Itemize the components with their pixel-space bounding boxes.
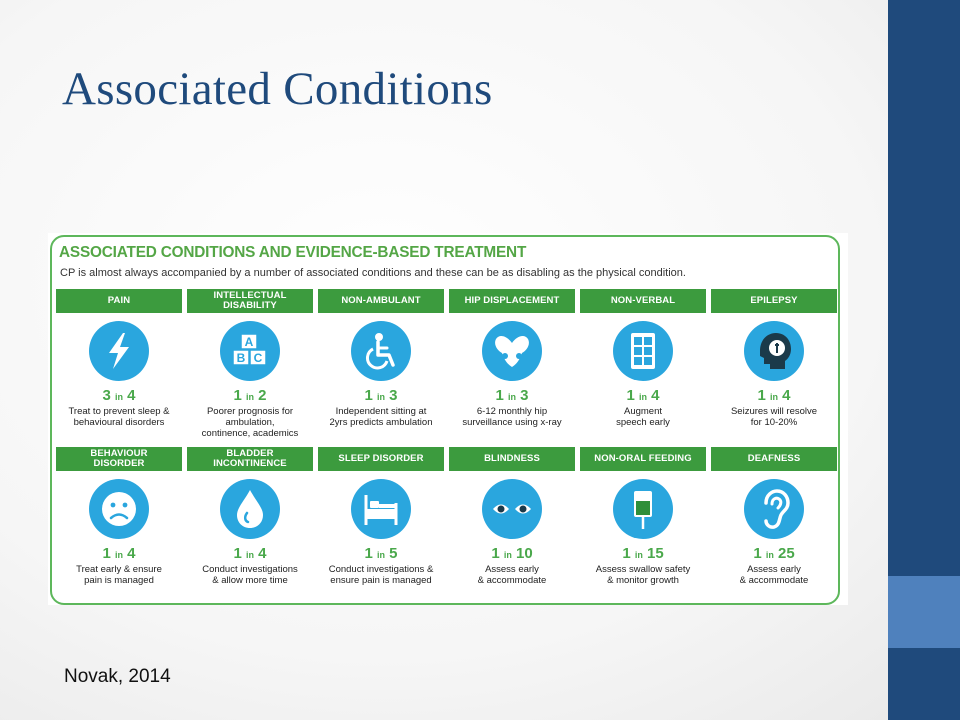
prevalence-in: in [377,550,385,560]
condition-label: INTELLECTUAL DISABILITY [187,289,313,313]
head-seizure-icon [744,321,804,381]
prevalence-in: in [639,392,647,402]
svg-text:C: C [253,351,263,365]
lightning-icon [89,321,149,381]
svg-text:A: A [244,335,254,349]
wheelchair-icon [351,321,411,381]
prevalence-in: in [634,550,643,560]
condition-card [187,289,313,444]
condition-label: HIP DISPLACEMENT [449,289,575,313]
condition-card [711,289,837,444]
communication-board-icon [613,321,673,381]
condition-label: BLINDNESS [449,447,575,471]
prevalence-denominator: 10 [516,545,533,562]
condition-treatment-note: Assess swallow safety & monitor growth [595,564,691,586]
condition-treatment-note: Independent sitting at 2yrs predicts ambulation [329,406,433,428]
condition-label: PAIN [56,289,182,313]
ear-icon [744,479,804,539]
condition-treatment-note: Assess early & accommodate [739,564,809,586]
condition-treatment-note: Augment speech early [616,406,670,428]
droplet-icon [220,479,280,539]
prevalence-denominator: 15 [647,545,664,562]
prevalence-denominator: 4 [651,387,660,404]
sidebar-accent-block [888,576,960,648]
prevalence-in: in [115,550,123,560]
prevalence-numerator: 1 [622,545,631,562]
bed-icon [351,479,411,539]
prevalence-in: in [503,550,512,560]
condition-label: BEHAVIOUR DISORDER [56,447,182,471]
prevalence-numerator: 1 [626,387,635,404]
condition-prevalence [318,545,444,564]
prevalence-denominator: 5 [389,545,398,562]
prevalence-denominator: 4 [127,545,136,562]
condition-card [56,289,182,444]
eyes-icon [482,479,542,539]
prevalence-denominator: 3 [520,387,529,404]
conditions-grid [56,289,840,603]
slide-title: Associated Conditions [62,63,493,115]
sad-face-icon [89,479,149,539]
condition-treatment-note: Conduct investigations & ensure pain is managed [328,564,434,586]
prevalence-denominator: 3 [389,387,398,404]
condition-label: SLEEP DISORDER [318,447,444,471]
condition-card [580,289,706,444]
prevalence-in: in [765,550,774,560]
condition-card [318,447,444,602]
prevalence-numerator: 1 [233,545,242,562]
condition-label: EPILEPSY [711,289,837,313]
condition-prevalence [56,545,182,564]
condition-label: NON-VERBAL [580,289,706,313]
infographic-image [48,233,848,605]
condition-label: BLADDER INCONTINENCE [187,447,313,471]
condition-treatment-note: Seizures will resolve for 10-20% [730,406,818,428]
prevalence-in: in [377,392,385,402]
condition-treatment-note: Poorer prognosis for ambulation, continence, academics [201,406,299,439]
prevalence-denominator: 4 [127,387,136,404]
condition-card [187,447,313,602]
citation: Novak, 2014 [64,666,171,687]
prevalence-in: in [115,392,123,402]
prevalence-denominator: 25 [778,545,795,562]
condition-treatment-note: Treat early & ensure pain is managed [76,564,162,586]
prevalence-numerator: 1 [102,545,111,562]
prevalence-numerator: 1 [757,387,766,404]
condition-card [56,447,182,602]
condition-prevalence [187,387,313,406]
condition-label: DEAFNESS [711,447,837,471]
condition-treatment-note: Treat to prevent sleep & behavioural disorders [68,406,170,428]
condition-treatment-note: 6-12 monthly hip surveillance using x-ray [462,406,562,428]
condition-prevalence [449,545,575,564]
condition-label: NON-AMBULANT [318,289,444,313]
prevalence-denominator: 4 [782,387,791,404]
prevalence-in: in [246,550,254,560]
condition-prevalence [580,387,706,406]
condition-prevalence [56,387,182,406]
prevalence-numerator: 1 [495,387,504,404]
prevalence-numerator: 1 [753,545,762,562]
prevalence-numerator: 1 [491,545,500,562]
prevalence-in: in [770,392,778,402]
condition-prevalence [711,545,837,564]
infographic-heading: ASSOCIATED CONDITIONS AND EVIDENCE-BASED TREATMENT [59,244,527,261]
abc-blocks-icon [220,321,280,381]
prevalence-in: in [246,392,254,402]
pelvis-icon [482,321,542,381]
condition-card [449,447,575,602]
condition-prevalence [187,545,313,564]
condition-treatment-note: Assess early & accommodate [477,564,547,586]
feeding-bag-icon [613,479,673,539]
infographic-subheading: CP is almost always accompanied by a number of associated conditions and these can be as disabling as the physical condition. [60,267,686,279]
condition-card [449,289,575,444]
prevalence-in: in [508,392,516,402]
prevalence-numerator: 1 [233,387,242,404]
condition-label: NON-ORAL FEEDING [580,447,706,471]
condition-prevalence [711,387,837,406]
condition-card [580,447,706,602]
prevalence-numerator: 1 [364,387,373,404]
prevalence-denominator: 2 [258,387,267,404]
condition-treatment-note: Conduct investigations & allow more time [202,564,298,586]
prevalence-denominator: 4 [258,545,267,562]
condition-prevalence [580,545,706,564]
condition-prevalence [318,387,444,406]
prevalence-numerator: 3 [102,387,111,404]
condition-prevalence [449,387,575,406]
condition-card [711,447,837,602]
prevalence-numerator: 1 [364,545,373,562]
svg-text:B: B [236,351,246,365]
condition-card [318,289,444,444]
